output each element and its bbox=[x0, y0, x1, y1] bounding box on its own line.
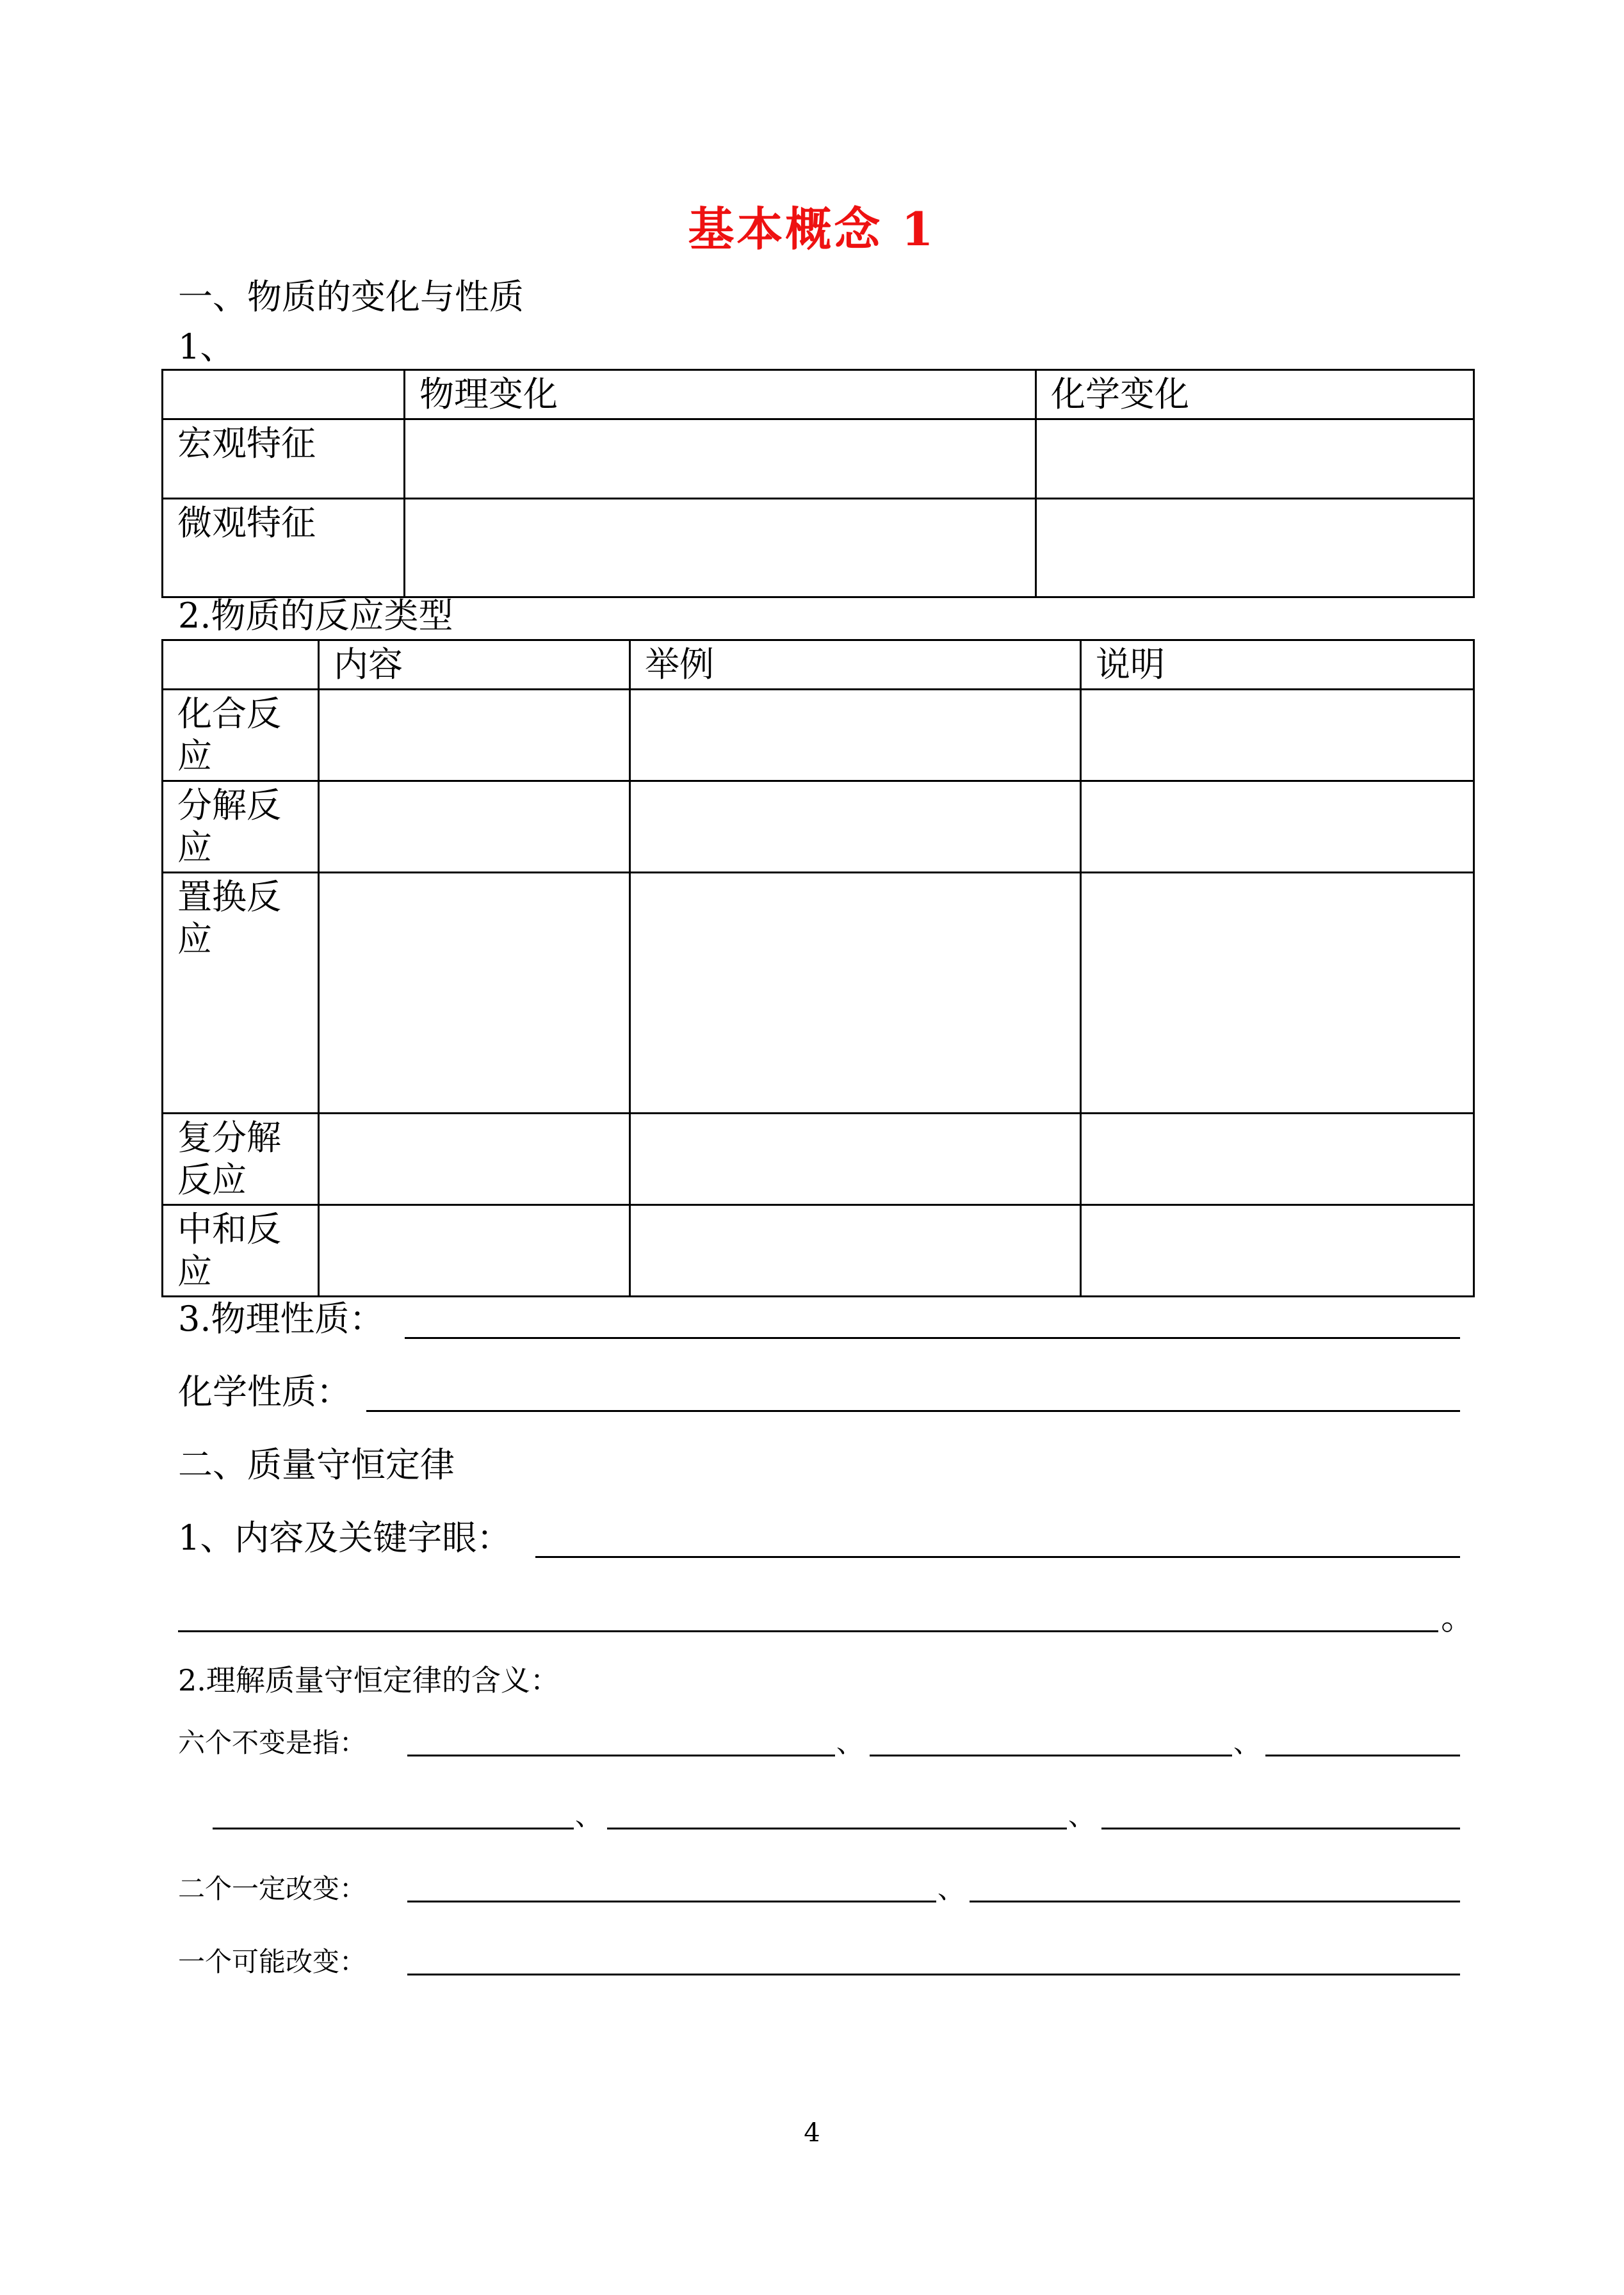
separator: 、 bbox=[1233, 1727, 1261, 1758]
table-header-cell: 化学变化 bbox=[1036, 370, 1474, 419]
answer-line bbox=[405, 1337, 1460, 1339]
separator: 、 bbox=[1068, 1800, 1096, 1831]
table-change-features bbox=[161, 369, 1475, 598]
content-label: 1、内容及关键字眼： bbox=[178, 1518, 512, 1558]
table-row bbox=[163, 873, 1474, 1114]
table-reaction-types bbox=[161, 639, 1475, 1297]
answer-line bbox=[366, 1410, 1460, 1412]
table-row bbox=[163, 419, 1474, 499]
row-label: 宏观特征 bbox=[163, 419, 405, 499]
blank-cell bbox=[405, 419, 1036, 499]
meaning-label: 2.理解质量守恒定律的含义： bbox=[178, 1663, 560, 1698]
blank-cell bbox=[630, 1114, 1081, 1205]
blank-cell bbox=[319, 873, 630, 1114]
table-header-cell: 说明 bbox=[1081, 640, 1474, 690]
table-header-cell bbox=[163, 370, 405, 419]
answer-line bbox=[607, 1828, 1067, 1829]
table-row bbox=[163, 690, 1474, 781]
row-label: 置换反应 bbox=[163, 873, 319, 1114]
six-unchanged-label: 六个不变是指： bbox=[178, 1727, 367, 1758]
blank-cell bbox=[319, 1205, 630, 1297]
table-header-cell bbox=[163, 640, 319, 690]
answer-line bbox=[407, 1901, 936, 1902]
blank-cell bbox=[630, 1205, 1081, 1297]
table-row bbox=[163, 1205, 1474, 1297]
answer-line bbox=[970, 1901, 1460, 1902]
blank-cell bbox=[319, 781, 630, 873]
blank-cell bbox=[1081, 690, 1474, 781]
blank-cell bbox=[630, 781, 1081, 873]
blank-cell bbox=[630, 690, 1081, 781]
answer-line bbox=[407, 1755, 835, 1756]
one-may-change-label: 一个可能改变： bbox=[178, 1946, 367, 1977]
row-label: 化合反应 bbox=[163, 690, 319, 781]
two-changed-label: 二个一定改变： bbox=[178, 1873, 367, 1904]
separator: 、 bbox=[575, 1800, 603, 1831]
answer-line bbox=[870, 1755, 1232, 1756]
table-header-cell: 内容 bbox=[319, 640, 630, 690]
section-heading-1: 一、物质的变化与性质 bbox=[178, 277, 524, 317]
chemical-property-label: 化学性质： bbox=[178, 1372, 351, 1412]
table-row bbox=[163, 781, 1474, 873]
answer-line bbox=[1265, 1755, 1460, 1756]
blank-cell bbox=[1081, 781, 1474, 873]
item-1-label: 1、 bbox=[178, 327, 235, 367]
blank-cell bbox=[1036, 419, 1474, 499]
blank-cell bbox=[1081, 873, 1474, 1114]
blank-cell bbox=[319, 690, 630, 781]
page-number: 4 bbox=[804, 2118, 820, 2148]
row-label: 复分解反应 bbox=[163, 1114, 319, 1205]
answer-line bbox=[407, 1974, 1460, 1975]
separator: 、 bbox=[938, 1873, 965, 1904]
item-2-label: 2.物质的反应类型 bbox=[178, 596, 453, 636]
period-mark: 。 bbox=[1441, 1597, 1475, 1637]
blank-cell bbox=[630, 873, 1081, 1114]
section-heading-2: 二、质量守恒定律 bbox=[178, 1445, 455, 1485]
answer-line bbox=[213, 1828, 574, 1829]
table-row bbox=[163, 499, 1474, 597]
table-header-row bbox=[163, 640, 1474, 690]
blank-cell bbox=[405, 499, 1036, 597]
page-title: 基本概念 1 bbox=[688, 202, 936, 256]
row-label: 中和反应 bbox=[163, 1205, 319, 1297]
separator: 、 bbox=[836, 1727, 864, 1758]
table-header-cell: 举例 bbox=[630, 640, 1081, 690]
table-header-cell: 物理变化 bbox=[405, 370, 1036, 419]
answer-line bbox=[535, 1556, 1460, 1558]
blank-cell bbox=[319, 1114, 630, 1205]
answer-line bbox=[1101, 1828, 1460, 1829]
row-label: 分解反应 bbox=[163, 781, 319, 873]
blank-cell bbox=[1036, 499, 1474, 597]
blank-cell bbox=[1081, 1205, 1474, 1297]
table-header-row bbox=[163, 370, 1474, 419]
answer-line bbox=[178, 1630, 1438, 1632]
table-row bbox=[163, 1114, 1474, 1205]
blank-cell bbox=[1081, 1114, 1474, 1205]
physical-property-label: 3.物理性质： bbox=[178, 1299, 384, 1339]
row-label: 微观特征 bbox=[163, 499, 405, 597]
